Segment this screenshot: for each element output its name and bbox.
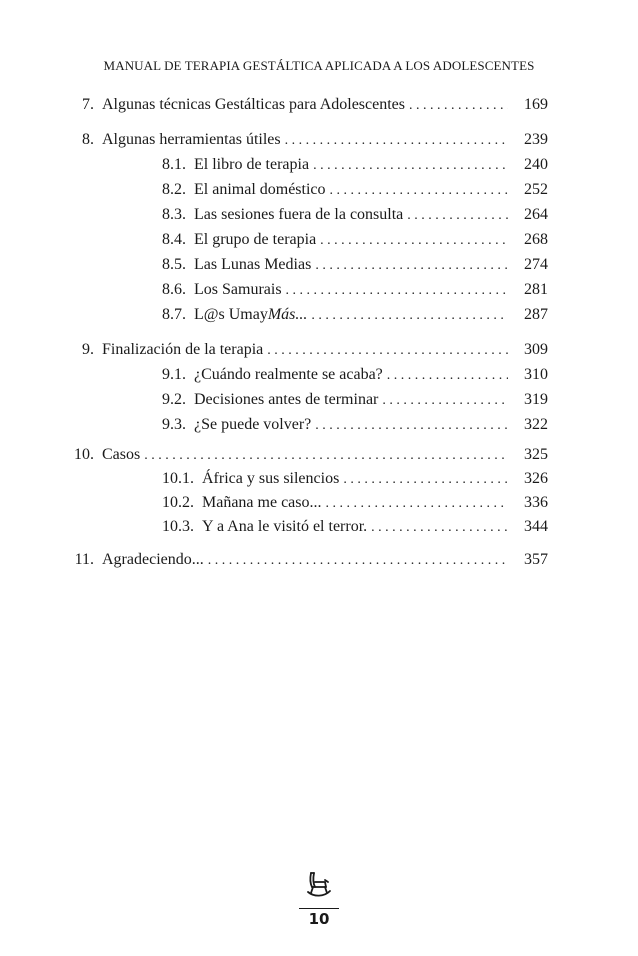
toc-entry-section-10-1[interactable]: [162, 466, 548, 492]
toc-entry-page: 239: [524, 131, 548, 148]
toc-entry-title: El animal doméstico: [194, 181, 326, 198]
toc-entry-number: 8.7.: [162, 306, 186, 323]
toc-entry-number: 10.2.: [162, 494, 194, 511]
toc-entry-section-10-3[interactable]: [162, 514, 548, 540]
toc-entry-title-italic: Más...: [267, 306, 308, 323]
toc-entry-number: 8.4.: [162, 231, 186, 248]
toc-entry-title-roman: L@s Umay: [194, 306, 268, 323]
toc-entry-number: 10.1.: [162, 470, 194, 487]
toc-entry-section-8-3[interactable]: [162, 202, 548, 228]
leader-dots: [208, 548, 508, 574]
page-number: 10: [308, 910, 330, 928]
toc-entry-page: 310: [524, 366, 548, 383]
rocking-chair-icon: [305, 870, 333, 900]
toc-entry-number: 8.: [82, 131, 94, 148]
toc-entry-number: 9.3.: [162, 416, 186, 433]
leader-dots: [387, 363, 508, 389]
toc-entry-page: 268: [524, 231, 548, 248]
leader-dots: [320, 228, 508, 254]
toc-entry-title: Y a Ana le visitó el terror.: [202, 518, 368, 535]
leader-dots: [286, 278, 508, 304]
toc-entry-section-9-1[interactable]: [162, 362, 548, 388]
toc-entry-page: 357: [524, 551, 548, 568]
toc-entry-chapter-10[interactable]: [62, 442, 548, 468]
toc-entry-page: 264: [524, 206, 548, 223]
toc-entry-title: [194, 302, 307, 328]
running-header: MANUAL DE TERAPIA GESTÁLTICA APLICADA A LOS ADOLESCENTES: [103, 58, 535, 73]
toc-entry-title: África y sus silencios: [202, 470, 340, 487]
toc-entry-chapter-9[interactable]: [70, 337, 548, 363]
toc-entry-title: Algunas técnicas Gestálticas para Adolescentes: [102, 96, 405, 113]
footer-divider: [299, 908, 339, 909]
leader-dots: [330, 178, 508, 204]
toc-entry-number: 8.1.: [162, 156, 186, 173]
toc-entry-section-9-3[interactable]: [162, 412, 548, 438]
toc-entry-chapter-7[interactable]: [70, 92, 548, 118]
toc-entry-page: 319: [524, 391, 548, 408]
toc-entry-section-8-2[interactable]: [162, 177, 548, 203]
toc-entry-number: 11.: [74, 551, 94, 568]
toc-entry-title: Los Samurais: [194, 281, 282, 298]
toc-entry-number: 10.: [74, 446, 94, 463]
toc-entry-section-9-2[interactable]: [162, 387, 548, 413]
toc-entry-page: 252: [524, 181, 548, 198]
toc-entry-section-8-5[interactable]: [162, 252, 548, 278]
toc-entry-section-8-7[interactable]: [162, 302, 548, 328]
toc-entry-page: 322: [524, 416, 548, 433]
toc-entry-number: 9.1.: [162, 366, 186, 383]
toc-entry-chapter-8[interactable]: [70, 127, 548, 153]
toc-entry-number: 8.3.: [162, 206, 186, 223]
toc-entry-page: 240: [524, 156, 548, 173]
toc-entry-number: 8.6.: [162, 281, 186, 298]
leader-dots: [311, 303, 508, 329]
toc-entry-page: 281: [524, 281, 548, 298]
toc-entry-page: 336: [524, 494, 548, 511]
toc-entry-chapter-11[interactable]: [62, 547, 548, 573]
leader-dots: [315, 413, 508, 439]
leader-dots: [315, 253, 508, 279]
toc-entry-section-8-1[interactable]: [162, 152, 548, 178]
leader-dots: [407, 203, 508, 229]
toc-entry-page: 326: [524, 470, 548, 487]
toc-entry-number: 9.2.: [162, 391, 186, 408]
toc-entry-page: 274: [524, 256, 548, 273]
toc-entry-section-8-6[interactable]: [162, 277, 548, 303]
toc-entry-title: Mañana me caso...: [202, 494, 322, 511]
toc-entry-page: 309: [524, 341, 548, 358]
toc-entry-title: El grupo de terapia: [194, 231, 317, 248]
toc-entry-title: Decisiones antes de terminar: [194, 391, 379, 408]
leader-dots: [382, 388, 508, 414]
toc-entry-page: 344: [524, 518, 548, 535]
leader-dots: [313, 153, 508, 179]
leader-dots: [285, 128, 508, 154]
toc-entry-section-10-2[interactable]: [162, 490, 548, 516]
toc-entry-title: Casos: [102, 446, 141, 463]
toc-entry-number: 8.2.: [162, 181, 186, 198]
toc-entry-title: Algunas herramientas útiles: [102, 131, 281, 148]
toc-entry-page: 169: [524, 96, 548, 113]
toc-entry-title: Las Lunas Medias: [194, 256, 312, 273]
toc-entry-title: Finalización de la terapia: [102, 341, 264, 358]
toc-entry-title: ¿Cuándo realmente se acaba?: [194, 366, 383, 383]
toc-entry-number: 9.: [82, 341, 94, 358]
toc-entry-title: Agradeciendo...: [102, 551, 204, 568]
toc-entry-section-8-4[interactable]: [162, 227, 548, 253]
toc-entry-page: 325: [524, 446, 548, 463]
toc-entry-number: 10.3.: [162, 518, 194, 535]
leader-dots: [371, 515, 508, 541]
toc-entry-number: 7.: [82, 96, 94, 113]
toc-entry-page: 287: [524, 306, 548, 323]
leader-dots: [267, 338, 508, 364]
toc-entry-number: 8.5.: [162, 256, 186, 273]
toc-entry-title: ¿Se puede volver?: [194, 416, 312, 433]
toc-entry-title: El libro de terapia: [194, 156, 310, 173]
toc-entry-title: Las sesiones fuera de la consulta: [194, 206, 404, 223]
leader-dots: [409, 93, 508, 119]
